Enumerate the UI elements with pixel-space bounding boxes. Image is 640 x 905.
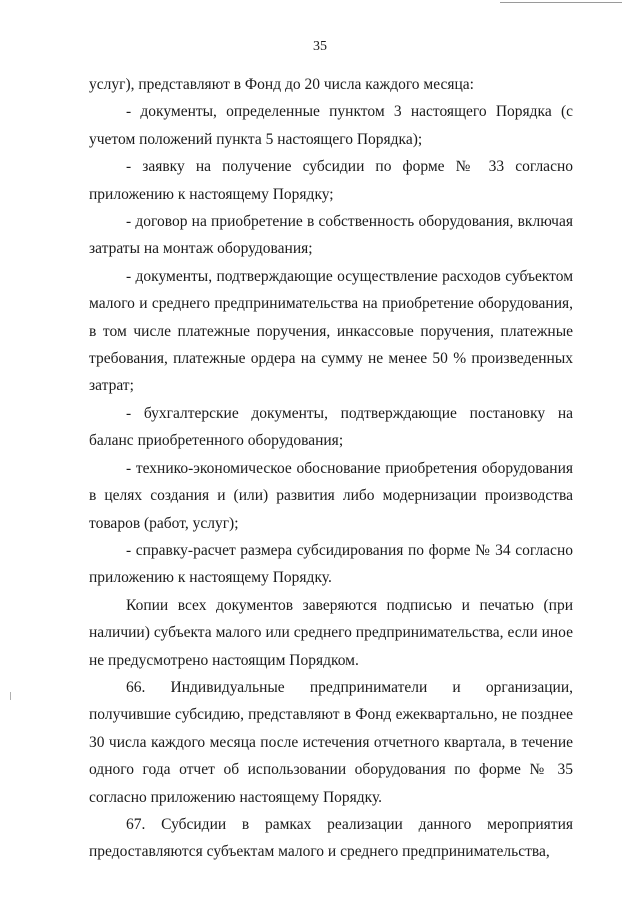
body-text <box>89 71 573 866</box>
paragraph-intro: услуг), представляют в Фонд до 20 числа каждого месяца: <box>89 76 474 93</box>
page-number: 35 <box>313 39 327 54</box>
list-item-application: - заявку на получение субсидии по форме № 33 согласно приложению к настоящему Порядку; <box>89 158 573 203</box>
list-item-contract: - договор на приобретение в собственность оборудования, включая затраты на монтаж оборудования; <box>89 213 573 258</box>
list-item-expense-documents: - документы, подтверждающие осуществление расходов субъектом малого и среднего предпринимательства на приобретение оборудования, в том числе платежные поручения, инкассовые поручения, платежные требования, платежные ордера на сумму не менее 50 % произведенных затрат; <box>89 267 573 395</box>
list-item-documents: - документы, определенные пунктом 3 настоящего Порядка (с учетом положений пункта 5 настоящего Порядка); <box>89 103 573 148</box>
margin-mark <box>10 692 11 700</box>
paragraph-clause-66: 66. Индивидуальные предприниматели и организации, получившие субсидию, представляют в Фонд ежеквартально, не позднее 30 числа каждого месяца после истечения отчетного квартала, в течение одного года отчет об использовании оборудования по форме № 35 согласно приложению настоящему Порядку. <box>89 678 573 806</box>
top-edge-rule <box>500 2 622 3</box>
paragraph-copies: Копии всех документов заверяются подписью и печатью (при наличии) субъекта малого или среднего предпринимательства, если иное не предусмотрено настоящим Порядком. <box>89 596 573 669</box>
list-item-accounting-documents: - бухгалтерские документы, подтверждающие постановку на баланс приобретенного оборудования; <box>89 404 573 450</box>
list-item-calculation-certificate: - справку-расчет размера субсидирования по форме № 34 согласно приложению к настоящему Порядку. <box>89 541 573 587</box>
list-item-feasibility-study: - технико-экономическое обоснование приобретения оборудования в целях создания и (или) развития либо модернизации производства товаров (работ, услуг); <box>89 459 573 532</box>
paragraph-clause-67: 67. Субсидии в рамках реализации данного мероприятия предоставляются субъектам малого и среднего предпринимательства, <box>89 815 573 861</box>
